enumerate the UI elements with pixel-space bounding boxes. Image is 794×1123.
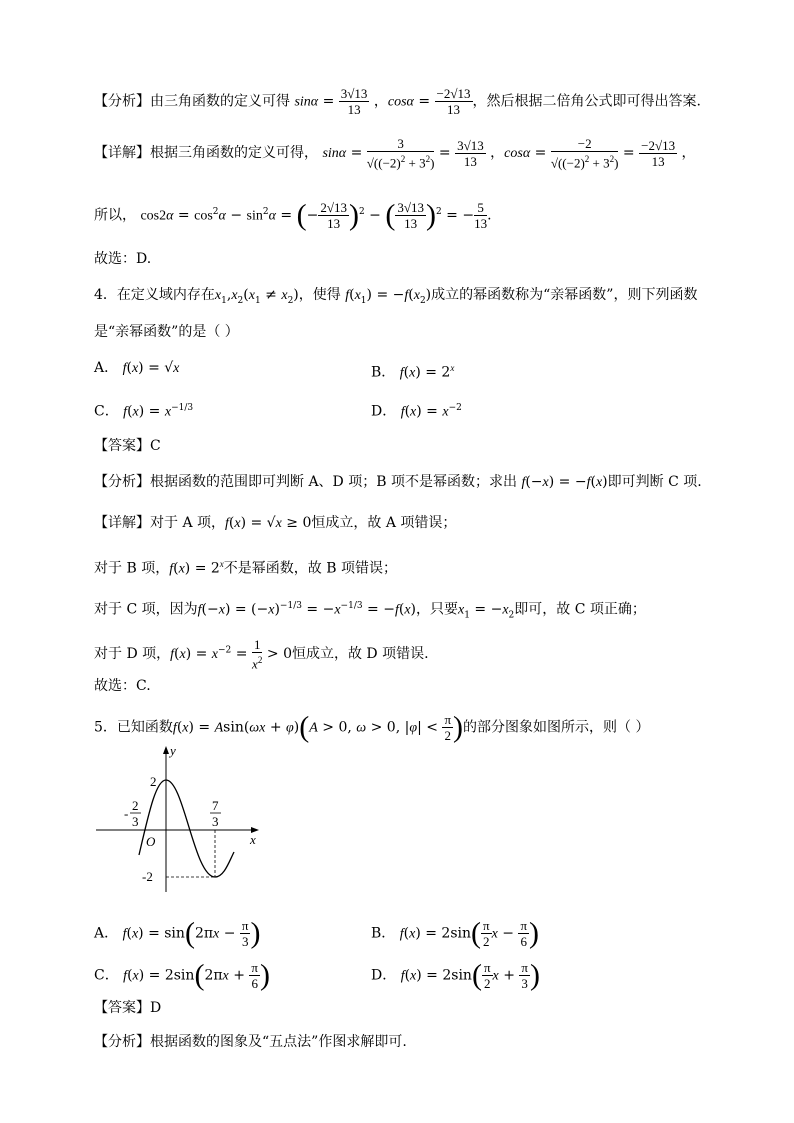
q4-option-a: A． f(x) = √x [94,360,180,376]
q4-detail-a: 【详解】对于 A 项，f(x) = √x ≥ 0恒成立，故 A 项错误； [94,515,457,531]
x-right-denominator: 3 [212,814,219,829]
q3-analysis: 【分析】由三角函数的定义可得 sinα = $\frac{3√13}{13}$ ，cosα = $\frac{-2√13}{13}$ ，然后根据二倍角公式即可得出答案. [94,86,701,117]
q5-option-d: D． f(x) = 2sin( $\frac{\pi}{2}$ x + $\frac{\pi}{3}$ ) [371,958,540,992]
y-min-label: -2 [142,869,153,884]
q4-analysis: 【分析】根据函数的范围即可判断 A、D 项；B 项不是幂函数；求出 f(−x) = −f(x)即可判断 C 项. [94,474,702,490]
analysis-tag: 【分析】 [94,93,150,110]
origin-label: O [146,834,156,849]
q4-detail-c: 对于 C 项，因为$f(-x) = (-x)^{-1/3} = -x^{-1/3} = -f(x)$，只要$x_1 = -x_2$即可，故 C 项正确； [94,601,646,621]
function-graph [94,742,269,902]
y-axis-label: y [170,743,176,758]
x-left-minus: - [124,806,129,821]
detail-tag: 【详解】 [94,145,150,162]
y-axis-arrow [163,746,169,754]
x-right-numerator: 7 [212,798,219,813]
q4-option-c: C． $f(x) = x^{-1/3}$ [94,403,194,420]
x-left-numerator: 2 [132,798,139,813]
q5-stem: 5．已知函数f(x) = Asin(ωx + φ)(A > 0, ω > 0, |φ| < $\frac{\pi}{2}$ )的部分图象如图所示，则（ ） [94,710,650,744]
x-axis-label: x [250,832,256,847]
q3-so-line: 所以， $\cos 2\alpha = \cos^2\alpha - \sin^2\alpha$ = (− $\frac{2√13}{13}$ )$^2$ − ( $\frac{3√13}{13}$ )$^2$ = − $\frac{5}{13}$ . [94,198,492,232]
q5-option-c: C． f(x) = 2sin(2πx + $\frac{\pi}{6}$ ) [94,958,270,992]
q5-option-b: B． f(x) = 2sin( $\frac{\pi}{2}$ x − $\frac{\pi}{6}$ ) [371,916,540,950]
q4-answer: 【答案】C [94,438,161,454]
q3-choose: 故选：D. [94,251,152,267]
q4-detail-b: 对于 B 项，$f(x) = 2^x$不是幂函数，故 B 项错误； [94,559,397,577]
q4-stem-2: 是“亲幂函数”的是（ ） [94,324,239,340]
x-left-denominator: 3 [132,814,139,829]
q4-option-d: D． $f(x) = x^{-2}$ [371,403,462,420]
q5-answer: 【答案】D [94,1000,162,1016]
q4-stem: 4．在定义域内存在$x_1,x_2(x_1 \ne x_2)$，使得 $f(x_1) = -f(x_2)$成立的幂函数称为“亲幂函数”，则下列函数 [94,287,698,306]
q4-option-b: B． $f(x) = 2^x$ [371,363,455,381]
q4-detail-d: 对于 D 项，$f(x) = x^{-2}$ = $\frac{1}{x^2}$ > 0恒成立，故 D 项错误. [94,637,429,672]
q4-choose: 故选：C. [94,678,151,694]
sine-curve [139,780,234,877]
q5-analysis: 【分析】根据函数的图象及“五点法”作图求解即可. [94,1034,407,1050]
q5-option-a: A． f(x) = sin(2πx − $\frac{\pi}{3}$ ) [94,916,261,950]
q3-detail: 【详解】根据三角函数的定义可得， sinα = $\frac{3}{√((-2)^2 + 3^2)}$ = $\frac{3√13}{13}$ ，cosα = $\frac{-2}{√((-2)^2 + 3^2)}$ = $\frac{-2√13}{13}$ ， [94,136,696,171]
y-max-label: 2 [150,774,157,789]
